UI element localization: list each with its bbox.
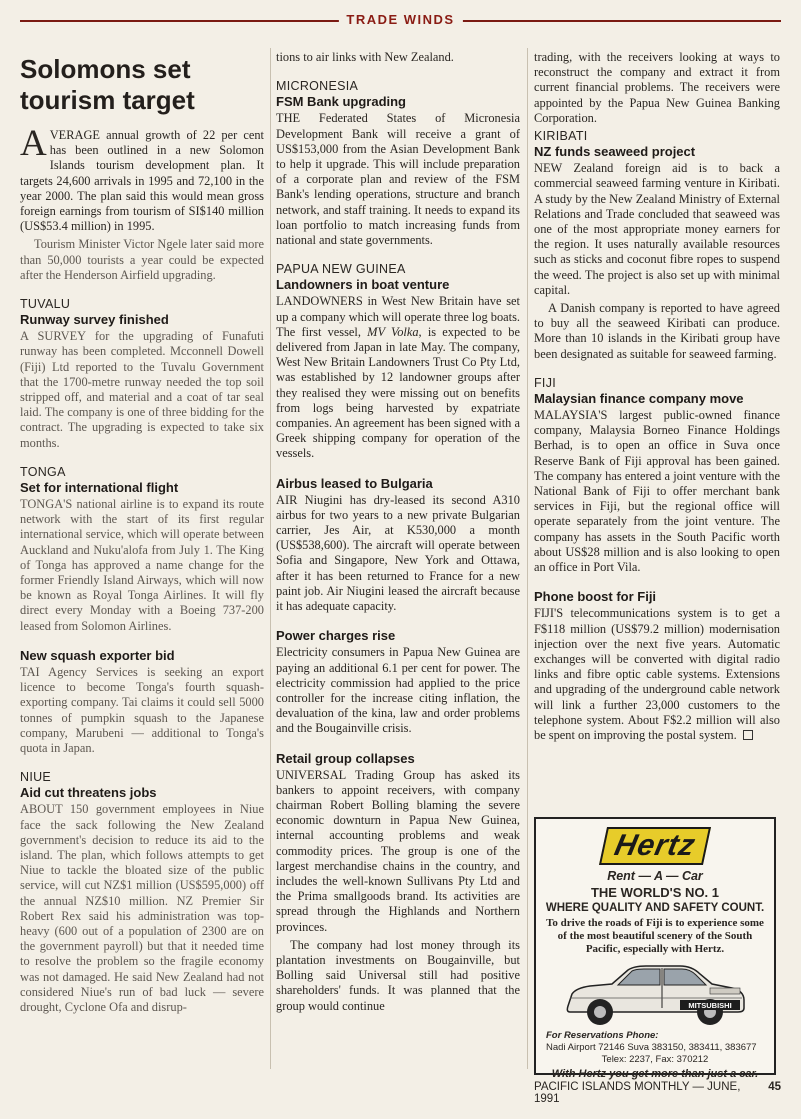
headline-international-flight: Set for international flight xyxy=(20,480,179,496)
column-divider xyxy=(270,48,271,1069)
reservations-label: For Reservations Phone: xyxy=(546,1030,659,1041)
continued-text: trading, with the receivers looking at ways to reconstruct the company and extract it from current financial problems. The receivers were appointed by the Papua New Guinea Banking Corporation. xyxy=(534,50,780,125)
publication-line: PACIFIC ISLANDS MONTHLY — JUNE, 1991 xyxy=(534,1081,741,1105)
region-label-micronesia: MICRONESIA xyxy=(276,79,359,94)
headline-aid-cut: Aid cut threatens jobs xyxy=(20,785,157,801)
reservations-numbers: Nadi Airport 72146 Suva 383150, 383411, 383677 xyxy=(546,1042,757,1053)
article-fsm-bank: THE Federated States of Micronesia Development Bank will receive a grant of US$153,000 from the Asian Development Bank to help it upgrade. This will include preparation of a corporate plan and review of the FSM Bank's lending operations, structure and branch network, and staff training. It needs to expand its loan portfolio to match increasing funds from national and state governments. xyxy=(276,111,520,248)
boat-text-b: is expected to be delivered from Japan in late May. The company, West New Britain Landowners Trust Co Pty Ltd, was established by 12 landowner groups after they realised they were missing out on benefits from logs being harvested by expatriate companies. An agreement has been signed with a Greek shipping company for operation of the vessels. xyxy=(276,324,520,461)
page-footer xyxy=(534,1081,781,1105)
region-label-tuvalu: TUVALU xyxy=(20,297,71,312)
column-divider xyxy=(527,48,528,1069)
article-airbus-bulgaria: AIR Niugini has dry-leased its second A310 airbus for two years to a new private Bulgarian carrier, Jes Air, at K530,000 a month (US$538,600). The aircraft will operate between Sofia and Singapore, New York and Ottawa, after it has been returned to France for a new paint job. Air Niugini leased the aircraft because it has adequate capacity. xyxy=(276,492,520,614)
vessel-name: MV Volka, xyxy=(367,324,422,339)
region-label-niue: NIUE xyxy=(20,770,52,785)
headline-squash-exporter: New squash exporter bid xyxy=(20,647,175,663)
car-badge: MITSUBISHI xyxy=(688,1001,732,1010)
region-label-png: PAPUA NEW GUINEA xyxy=(276,262,406,277)
article-malaysian-finance: MALAYSIA'S largest public-owned finance company, Malaysia Borneo Finance Holdings Berhad, is to open an office in Suva once Reserve Bank of Fiji approval has been gained. The company has entered a joint venture with the National Bank of Fiji to offer merchant bank services in Fiji, but the regional office will operate separately from the joint venture. The company has assets in the South Pacific worth about US$28 million and is also looking to open an office in Port Vila. xyxy=(534,408,780,575)
headline-retail-group: Retail group collapses xyxy=(276,750,415,766)
ad-copy: To drive the roads of Fiji is to experience some of the most beautiful scenery of the South Pacific, especially with Hertz. xyxy=(546,917,764,955)
hertz-logo: Hertz xyxy=(599,827,711,865)
main-headline: Solomons set tourism target xyxy=(20,54,195,115)
article-phone-boost xyxy=(534,606,780,743)
section-title: TRADE WINDS xyxy=(338,12,462,27)
headline-phone-boost: Phone boost for Fiji xyxy=(534,589,657,605)
headline-fsm-bank: FSM Bank upgrading xyxy=(276,94,406,110)
drop-cap: A xyxy=(20,123,47,164)
ad-slogan: WHERE QUALITY AND SAFETY COUNT. xyxy=(545,902,765,914)
ad-contact-block xyxy=(546,1030,764,1066)
column-2 xyxy=(276,50,520,1017)
telex-fax: Telex: 2237, Fax: 370212 xyxy=(601,1054,709,1065)
section-header xyxy=(20,12,781,30)
boat-text-a: LANDOWNERS in West New Britain have set up a company which will operate three log boats. The first vessel, xyxy=(276,294,520,339)
end-of-article-icon xyxy=(743,730,753,740)
ad-big-line: THE WORLD'S NO. 1 xyxy=(590,885,720,900)
lead-paragraph-2: Tourism Minister Victor Ngele later said more than 50,000 tourists a year could be expected after the Henderson Airfield upgrading. xyxy=(20,237,264,282)
ad-tagline: Rent — A — Car xyxy=(607,869,703,883)
column-1 xyxy=(20,50,264,1018)
article-international-flight: TONGA'S national airline is to expand its route network with the start of its first regular international service, which will operate between Auckland and Nuku'alofa from July 1. The King of Tonga has approved a name change for the former Friendly Island Airways, which will now be known as Royal Tonga Airlines. It will fly direct every Monday with a Boeing 737-200 leased from Solomon Airlines. xyxy=(20,497,264,633)
headline-malaysian-finance: Malaysian finance company move xyxy=(534,391,744,407)
region-label-fiji: FIJI xyxy=(534,375,557,390)
article-power-charges: Electricity consumers in Papua New Guinea are paying an additional 6.1 per cent for power. The electricity commission had applied to the price controller for the increase citing inflation, the devaluation of the kina, law and order problems and the Bougainville crisis. xyxy=(276,645,520,736)
column-3 xyxy=(534,50,780,746)
region-label-tonga: TONGA xyxy=(20,464,66,479)
article-seaweed-project-2: A Danish company is reported to have agreed to buy all the seaweed Kiribati can produce. More than 10 islands in the Kiribati group have been designated as suitable for seaweed farming. xyxy=(534,301,780,361)
headline-airbus-bulgaria: Airbus leased to Bulgaria xyxy=(276,475,433,491)
headline-power-charges: Power charges rise xyxy=(276,628,396,644)
article-squash-exporter: TAI Agency Services is seeking an export licence to become Tonga's fourth squash-exporting company. Tai claims it could sell 5000 tonnes of pumpkin squash to the Japanese company, Marubeni — additional to Tonga's quota in Japan. xyxy=(20,664,264,755)
hertz-advertisement xyxy=(534,817,776,1080)
car-illustration xyxy=(560,958,750,1030)
ad-footer-line: With Hertz you get more than just a car. xyxy=(551,1068,759,1080)
continued-text: tions to air links with New Zealand. xyxy=(276,50,454,64)
phone-text: FIJI'S telecommunications system is to get a F$118 million (US$79.2 million) modernisation injection over the next five years. Automatic exchanges will be converted with digital radio links and fibre optic cable systems. Extensions and upgrading of the underground cable network will link a further 23,000 customers to the telephone system. About F$2.2 million will also be spent on improving the postal system. xyxy=(534,606,780,742)
headline-boat-venture: Landowners in boat venture xyxy=(276,277,450,293)
lead-paragraph xyxy=(20,123,264,234)
article-runway-survey: A SURVEY for the upgrading of Funafuti runway has been completed. Mcconnell Dowell (Fiji) Ltd reported to the Tuvalu Government that the 1700-metre runway needed the top soil stripped off, and material and a coat of tar seal laid. The company is one of three bidding for the contract. The upgrading is expected to take six months. xyxy=(20,329,264,450)
article-boat-venture xyxy=(276,294,520,461)
article-retail-group-2: The company had lost money through its plantation investments on Bougainville, but Bolling said Universal still had positive shareholders' funds. It was planned that the group would continue xyxy=(276,937,520,1013)
article-seaweed-project: NEW Zealand foreign aid is to back a commercial seaweed farming venture in Kiribati. A study by the New Zealand Ministry of External Relations and Trade concluded that seaweed was one of the most appropriate money earners for the region. It uses naturally available resources such as sticks and coconut fibre ropes to suspend the weed. The project is also set up with minimal capital. xyxy=(534,161,780,297)
article-aid-cut: ABOUT 150 government employees in Niue face the sack following the New Zealand government's decision to reduce its aid to the island. The plan, which follows attempts to get Niue to tackle the bloated size of the public service, will cut NZ$1 million (US$595,000) off the annual NZ$10 million. NZ Premier Sir Robert Rex said his administration was top-heavy (600 out of a population of 2300 are on the government payroll) but that it needed time to resolve the problem so the fragile economy was not damaged. He said New Zealand had not considered Niue's run of bad luck — severe drought, Cyclone Ofa and disrup- xyxy=(20,802,264,1014)
region-label-kiribati: KIRIBATI xyxy=(534,129,588,144)
headline-runway-survey: Runway survey finished xyxy=(20,312,169,328)
lead-text: VERAGE annual growth of 22 per cent has been outlined in a new Solomon Islands tourism development plan. It targets 24,600 arrivals in 1995 and 72,100 in the year 2000. The plan said this would mean gross foreign earnings from tourism of SI$140 million (US$53.4 million) in 1995. xyxy=(20,128,264,234)
article-retail-group: UNIVERSAL Trading Group has asked its bankers to appoint receivers, with company chairman Robert Bolling blaming the severe economic downturn in Papua New Guinea, internal accounting problems and weak commodity prices. The group is one of the largest merchandise chains in the country, and includes the well-known Sullivans Pty Ltd and the Prima smallgoods brand. Its activities are spread through the Highlands and Northern provinces. xyxy=(276,767,520,934)
headline-seaweed-project: NZ funds seaweed project xyxy=(534,144,696,160)
page-number: 45 xyxy=(768,1081,781,1093)
